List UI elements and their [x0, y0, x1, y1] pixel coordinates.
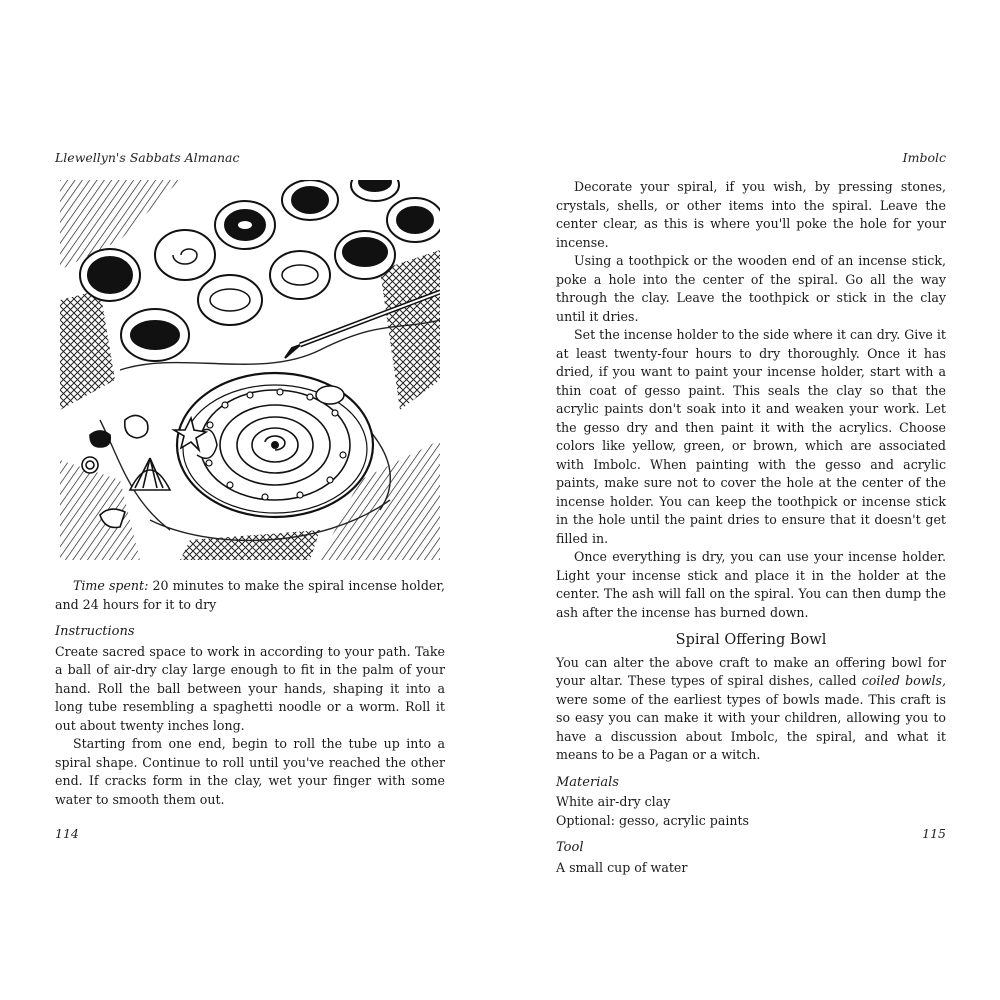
left-page [55, 0, 445, 1000]
spiral-incense-holder-illustration [60, 180, 440, 560]
instructions-paragraph-2: Starting from one end, begin to roll the tube up into a spiral shape. Continue to roll until you've reached the other end. If cracks form in the clay, wet your finger with some water to smooth them out. [55, 736, 445, 807]
drying-paragraph: Set the incense holder to the side where it can dry. Give it at least twenty-four hours to dry thoroughly. Once it has dried, if you want to paint your incense holder, start with a thin coat of gesso paint. This seals the clay so that the acrylic paints don't soak into it and weaken your work. Let the gesso dry and then paint it with the acrylics. Choose colors like yellow, green, or brown, which are associated with Imbolc. When painting with the gesso and acrylic paints, make sure not to cover the hole at the center of the incense holder. You can keep the toothpick or incense stick in the hole until the paint dries to ensure that it doesn't get filled in. [556, 327, 946, 546]
tool-heading: Tool [556, 840, 584, 855]
left-body-text [55, 577, 445, 809]
intro-emphasis: coiled bowls, [861, 673, 946, 688]
running-head-right: Imbolc [902, 150, 946, 165]
time-spent-text: 20 minutes to make the spiral incense holder, and 24 hours for it to dry [55, 578, 445, 612]
page-number-right: 115 [922, 826, 946, 841]
running-head-left: Llewellyn's Sabbats Almanac [55, 150, 240, 165]
section-title: Spiral Offering Bowl [675, 632, 827, 648]
materials-item: Optional: gesso, acrylic paints [556, 812, 750, 828]
right-page [556, 0, 946, 1000]
intro-text-after: were some of the earliest types of bowls made. This craft is so easy you can make it with your children, allowing you to have a discussion about Imbolc, the spiral, and what it means to be a Pagan or a witch. [556, 691, 946, 762]
instructions-paragraph-1: Create sacred space to work in according to your path. Take a ball of air-dry clay large enough to fit in the palm of your hand. Roll the ball between your hands, shaping it into a long tube resembling a spaghetti noodle or a worm. Roll it out about twenty inches long. [55, 643, 445, 733]
toothpick-paragraph: Using a toothpick or the wooden end of an incense stick, poke a hole into the center of the spiral. Go all the way through the clay. Leave the toothpick or stick in the clay until it dries. [556, 253, 946, 324]
page-number-left: 114 [55, 826, 79, 841]
time-spent-label: Time spent: [73, 578, 149, 593]
use-paragraph: Once everything is dry, you can use your incense holder. Light your incense stick and place it in the holder at the center. The ash will fall on the spiral. You can then dump the ash after the incense has burned down. [556, 549, 946, 620]
section-intro-paragraph [556, 654, 946, 765]
right-body-text [556, 178, 946, 877]
instructions-heading: Instructions [55, 624, 135, 639]
intro-text-before: You can alter the above craft to make an offering bowl for your altar. These types of spiral dishes, called [556, 654, 946, 688]
decorate-paragraph: Decorate your spiral, if you wish, by pressing stones, crystals, shells, or other items into the spiral. Leave the center clear, as this is where you'll poke the hole for your incense. [556, 179, 946, 250]
tool-item: A small cup of water [556, 859, 688, 875]
materials-heading: Materials [556, 774, 619, 790]
time-spent-paragraph [55, 577, 445, 614]
materials-item: White air-dry clay [556, 794, 671, 809]
